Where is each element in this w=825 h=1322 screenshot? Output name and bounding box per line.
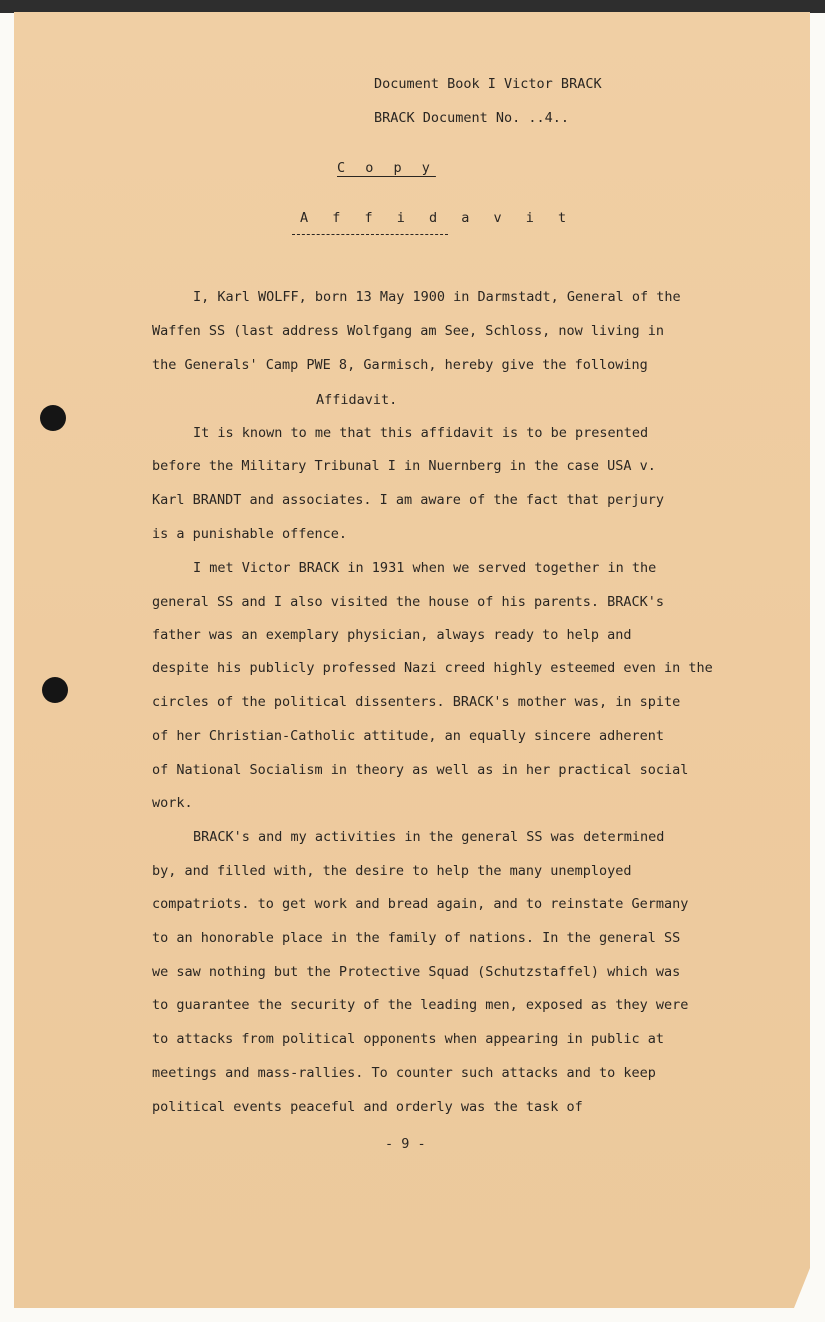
body-line: of National Socialism in theory as well as in her practical social <box>152 762 689 778</box>
body-line: work. <box>152 795 193 811</box>
body-line: is a punishable offence. <box>152 526 348 542</box>
body-line: meetings and mass-rallies. To counter such attacks and to keep <box>152 1065 656 1081</box>
body-line: the Generals' Camp PWE 8, Garmisch, hereby give the following <box>152 357 648 373</box>
body-line: I, Karl WOLFF, born 13 May 1900 in Darmstadt, General of the <box>193 289 681 305</box>
body-line: to an honorable place in the family of nations. In the general SS <box>152 930 681 946</box>
punch-hole-upper <box>40 405 66 431</box>
document-number-header: BRACK Document No. ..4.. <box>374 110 570 126</box>
torn-corner <box>794 1268 810 1308</box>
body-line: It is known to me that this affidavit is to be presented <box>193 425 649 441</box>
document-book-header: Document Book I Victor BRACK <box>374 76 602 92</box>
page-number: - 9 - <box>385 1136 426 1152</box>
body-line: Karl BRANDT and associates. I am aware of the fact that perjury <box>152 492 665 508</box>
body-line: father was an exemplary physician, always ready to help and <box>152 627 632 643</box>
body-line: I met Victor BRACK in 1931 when we served together in the <box>193 560 657 576</box>
body-line: to attacks from political opponents when appearing in public at <box>152 1031 665 1047</box>
body-line: before the Military Tribunal I in Nuernberg in the case USA v. <box>152 458 656 474</box>
body-line: to guarantee the security of the leading men, exposed as they were <box>152 997 689 1013</box>
affidavit-title: A f f i d a v i t <box>300 210 575 226</box>
body-line: Affidavit. <box>316 392 398 408</box>
punch-hole-lower <box>42 677 68 703</box>
body-line: circles of the political dissenters. BRACK's mother was, in spite <box>152 694 681 710</box>
copy-label: C o p y <box>337 160 436 176</box>
body-line: political events peaceful and orderly was the task of <box>152 1099 583 1115</box>
body-line: by, and filled with, the desire to help the many unemployed <box>152 863 632 879</box>
body-line: Waffen SS (last address Wolfgang am See, Schloss, now living in <box>152 323 665 339</box>
title-underline <box>292 234 448 235</box>
body-line: of her Christian-Catholic attitude, an equally sincere adherent <box>152 728 665 744</box>
body-line: despite his publicly professed Nazi creed highly esteemed even in the <box>152 660 713 676</box>
body-line: BRACK's and my activities in the general SS was determined <box>193 829 665 845</box>
body-line: general SS and I also visited the house of his parents. BRACK's <box>152 594 665 610</box>
body-line: compatriots. to get work and bread again, and to reinstate Germany <box>152 896 689 912</box>
body-line: we saw nothing but the Protective Squad (Schutzstaffel) which was <box>152 964 681 980</box>
